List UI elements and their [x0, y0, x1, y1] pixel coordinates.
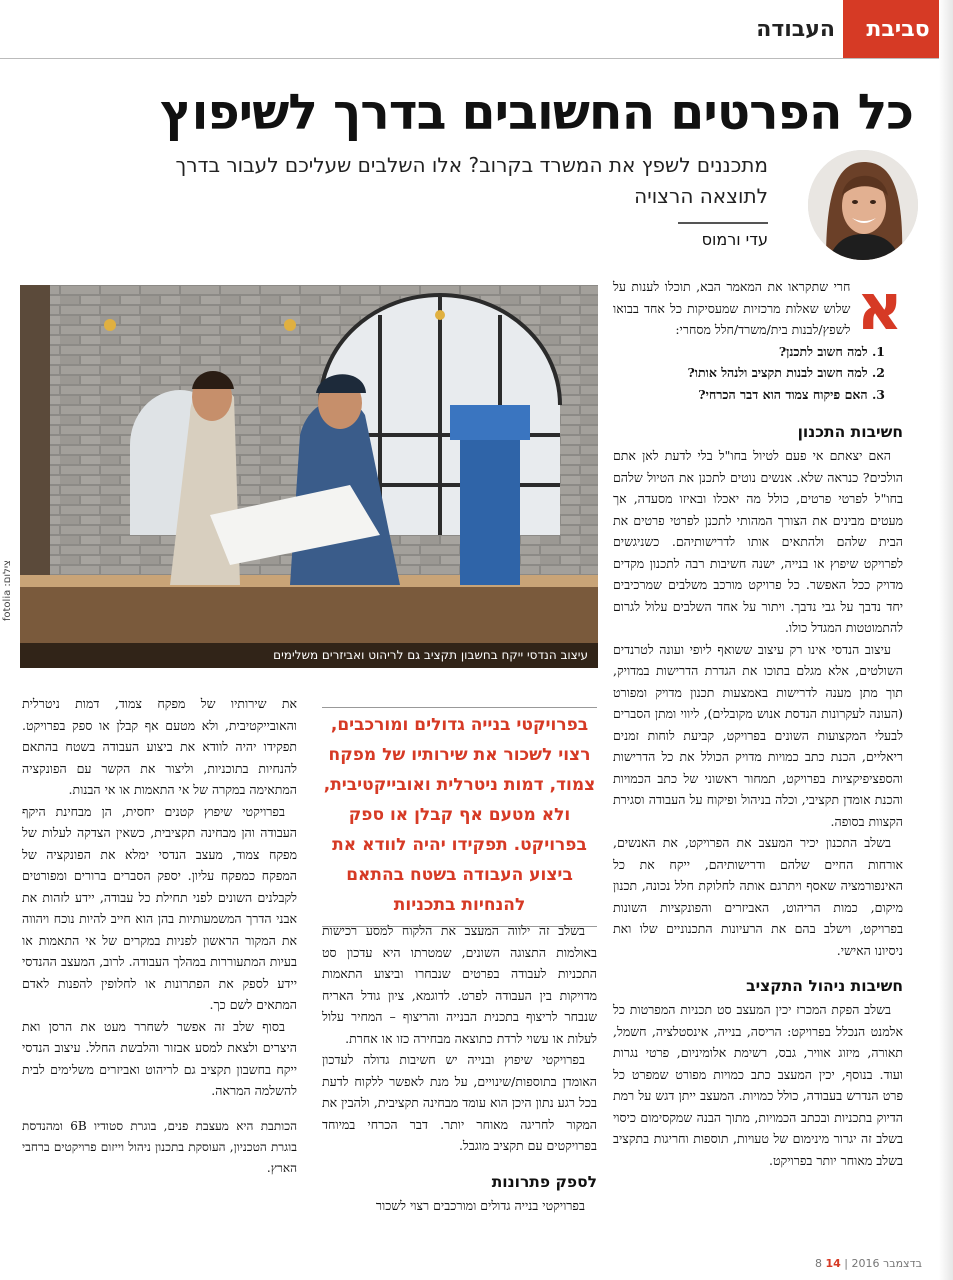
author-divider	[678, 222, 768, 224]
paragraph: בשלב הפקת המכרז יכין המעצב סט תכניות המפרטות כל אלמנט הנכלל בפרויקט: הריסה, בנייה, אינסטלציה, חשמל, תאורה, מיזוג אוויר, גבס, רשימת אלומיניום, פרטי נגרות ועוד. בנוסף, יכין המעצב כתב כמויות מפורט שמפרט כל פרט הנדרש בעבודה, כולל כמויות. המעצב ייתן דגש על רמת הדיוק בתכניות ובכתב הכמויות, מתוך הבנה שמקסימום כיסוי בשלב זה יגרור מינימום של טעויות, תוספות וחריגות בתקציב בשלב מאוחר יותר בפרויקט.	[613, 1002, 903, 1168]
author-portrait-icon	[808, 150, 918, 260]
author-name: עדי ורמוס	[701, 230, 768, 249]
intro-paragraph: חרי שתקראו את המאמר הבא, תוכלו לענות על שלוש שאלות מרכזיות שמעסיקות כל אחד בבואו לשפץ/לבנות בית/משרד/חלל מסחרי:	[613, 279, 851, 337]
page-number: 14	[825, 1257, 841, 1270]
question-list	[613, 341, 903, 406]
pull-quote: בפרויקטי בנייה גדולים ומורכבים, רצוי לשכור את שירותיו של מפקח צמוד, דמות ניטרלית ואובייקטיבית, ולא מטעם אף קבלן או ספק בפרויקט. תפקידו יהיה לוודא את ביצוע העבודה בשטח בהתאם להנחיות בתכניות	[322, 707, 597, 927]
section-title: העבודה	[756, 16, 835, 42]
workshop-photo-icon	[20, 285, 598, 668]
drop-cap: א	[856, 271, 903, 345]
heading-solutions: לספק פתרונות	[491, 1172, 597, 1191]
list-item: 1. למה חשוב לתכנן?	[778, 343, 885, 359]
paragraph: בפרויקטי בנייה גדולים ומורכבים רצוי לשכור	[375, 1197, 585, 1213]
paragraph: בסוף שלב זה אפשר לשחרר מעט את הרסן ואת היצרים ולצאת למסע אבזור והלבשת החלל. עיצוב הנדסי ייקח בחשבון תקציב גם לריהוט ואביזרים משלימים לבית להשלמה המראה.	[22, 1018, 297, 1098]
article-title: כל הפרטים החשובים בדרך לשיפוץ	[160, 84, 913, 141]
footer-date: 8 בדצמבר 2016	[815, 1257, 922, 1270]
column-middle	[322, 920, 597, 1216]
author-photo	[808, 150, 918, 260]
list-item: 3. האם פיקוח צמוד הוא דבר הכרחי?	[698, 386, 885, 402]
paragraph: עיצוב הנדסי אינו רק עיצוב ששואף ליופי ועונה לטרנדים השולטים, אלא מגלם בתוכו את הגדרת הדרישות במדויק, תוך מתן מענה לדרישות באמצעות תכנון מדויק ומפורט (העונה לעקרונות הנדסת אנוש מקובלים), ליווי ומתן הסברים לבעלי המקצועות השונים בפרויקט, קביעת לוחות זמנים ריאליים, הכנת כתב כמויות מדויק הכולל את כל הדרישות והספציפיקציות בפרויקט, תמחור ראשוני של כתב הכמויות והכנת אומדן תקציבי, וכלה בניהול ופיקוח על העבודה וסגירת הקצוות בסופה.	[613, 641, 903, 829]
page-edge	[939, 0, 953, 1280]
paragraph: בפרויקטי שיפוץ קטנים יחסית, הן מבחינת היקף העבודה והן מבחינה תקציבית, כשאין הצדקה לעלות של מפקח צמוד, מעצב הנדסי ימלא את הפונקציה של המפקח כמפקח עליון. יספק הסברים ברורים ומפורטים לקבלנים השונים לפני תחילת כל עבודה, יידע לזהות את אבני הדרך המשמעותיות בהן הוא חייב להיות נוכח ויהווה את המקור הראשון לפניות במקרים של אי התאמות או בעיות המתעוררות במהלך העבודה. לרוב, המעצב ההנדסי יידע לספק את הפתרונות או לחלופין להפנות לאדם המתאים לשם כך.	[22, 803, 297, 1012]
paragraph: בשלב התכנון יכיר המעצב את הפרויקט, את האנשים, אורחות החיים שלהם ודרישותיהם, ייקח את כל האינפורמציה שאסף ויתרגם אותה לחלוקת חלל נכונה, תכנון מיקום, כמות הריהוט, האביזרים והפונקציות השונות בפרויקט, וישלב בהם את הרעיונות התכנוניים שלו ואת ניסיונו האישי.	[613, 835, 903, 958]
paragraph: בשלב זה ילווה המעצב את הלקוח למסע רכישות באולמות התצוגה השונים, שמטרתו היא עדכון סט התכניות לעבודה בפרטים שנבחרו וביצוע התאמות מדויקות בין העבודה לפרט. לדוגמא, ציון גודל האריח שנבחר לריצוף בתכנית הבנייה והריצוף – המחיר עלול לעלות או עשוי לרדת כתוצאה מבחירה כזו או אחרת.	[322, 923, 597, 1046]
photo-credit: צילום: fotolia	[2, 560, 13, 622]
photo-caption: עיצוב הנדסי ייקח בחשבון תקציב גם לריהוט ואביזרים משלימים	[20, 643, 598, 668]
page-footer: 8 בדצמבר 2016 | 14	[815, 1257, 922, 1270]
section-tag: סביבת	[843, 0, 953, 58]
author-bio: הכותבת היא מעצבת פנים, בוגרת סטודיו 6B ומהנדסת בוגרת הטכניון, העוסקת בתכנון ניהול וייזום פרויקטים ברחבי הארץ.	[22, 1118, 297, 1175]
article-subtitle: מתכננים לשפץ את המשרד בקרוב? אלו השלבים שעליכם לעבור בדרך לתוצאה הרצויה	[175, 153, 768, 208]
paragraph: האם יצאתם אי פעם לטיול בחו"ל בלי לדעת לאן אתם הולכים? כנראה שלא. אנשים נוטים לתכנן את הטיול שלהם בחו"ל לפרטי פרטים, כולל מה יאכלו ובאיזו מסעדה, אך מעטים מבינים את הצורך המהותי לתכנן לפרטי פרטים את הבית שלהם ולהתאים אותו לדרישותיהם. כשניגשים לפרויקט שיפוץ או בנייה, ישנה חשיבות רבה לתכנון מקדים מדויק ככל האפשר. כל פרויקט מורכב משלבים שמרכיבים יחד נדבך על גבי נדבך. ויתור על אחד השלבים עלול לגרום להתמוטטות המגדל כולו.	[613, 448, 903, 635]
list-item: 2. למה חשוב לבנות תקציב ולנהל אותו?	[687, 365, 885, 380]
column-right	[613, 271, 903, 1171]
heading-planning: חשיבות התכנון	[797, 423, 903, 441]
article-photo	[20, 285, 598, 668]
paragraph: בפרויקטי שיפוץ ובנייה יש חשיבות גדולה לעדכון האומדן בתוספות/שינויים, על מנת לאפשר ללקוח לדעת בכל רגע נתון היכן הוא עומד מבחינה תקציבית, ולהבין את המקור לחריגה מאוחר יותר. דבר הכרחי במיוחד בפרויקטים עם תקציב מוגבל.	[322, 1052, 597, 1153]
heading-budget: חשיבות ניהול התקציב	[746, 977, 903, 995]
column-left	[22, 693, 297, 1179]
paragraph: את שירותיו של מפקח צמוד, דמות ניטרלית והאובייקטיבית, ולא מטעם אף קבלן או ספק בפרויקט. תפקידו יהיה לוודא את ביצוע העבודה בשטח בהתאם להנחיות בתוכניות, וליצור את הקשר עם הפונקציה המתאימה במקרה של אי התאמות או אי הבנות.	[22, 696, 297, 797]
